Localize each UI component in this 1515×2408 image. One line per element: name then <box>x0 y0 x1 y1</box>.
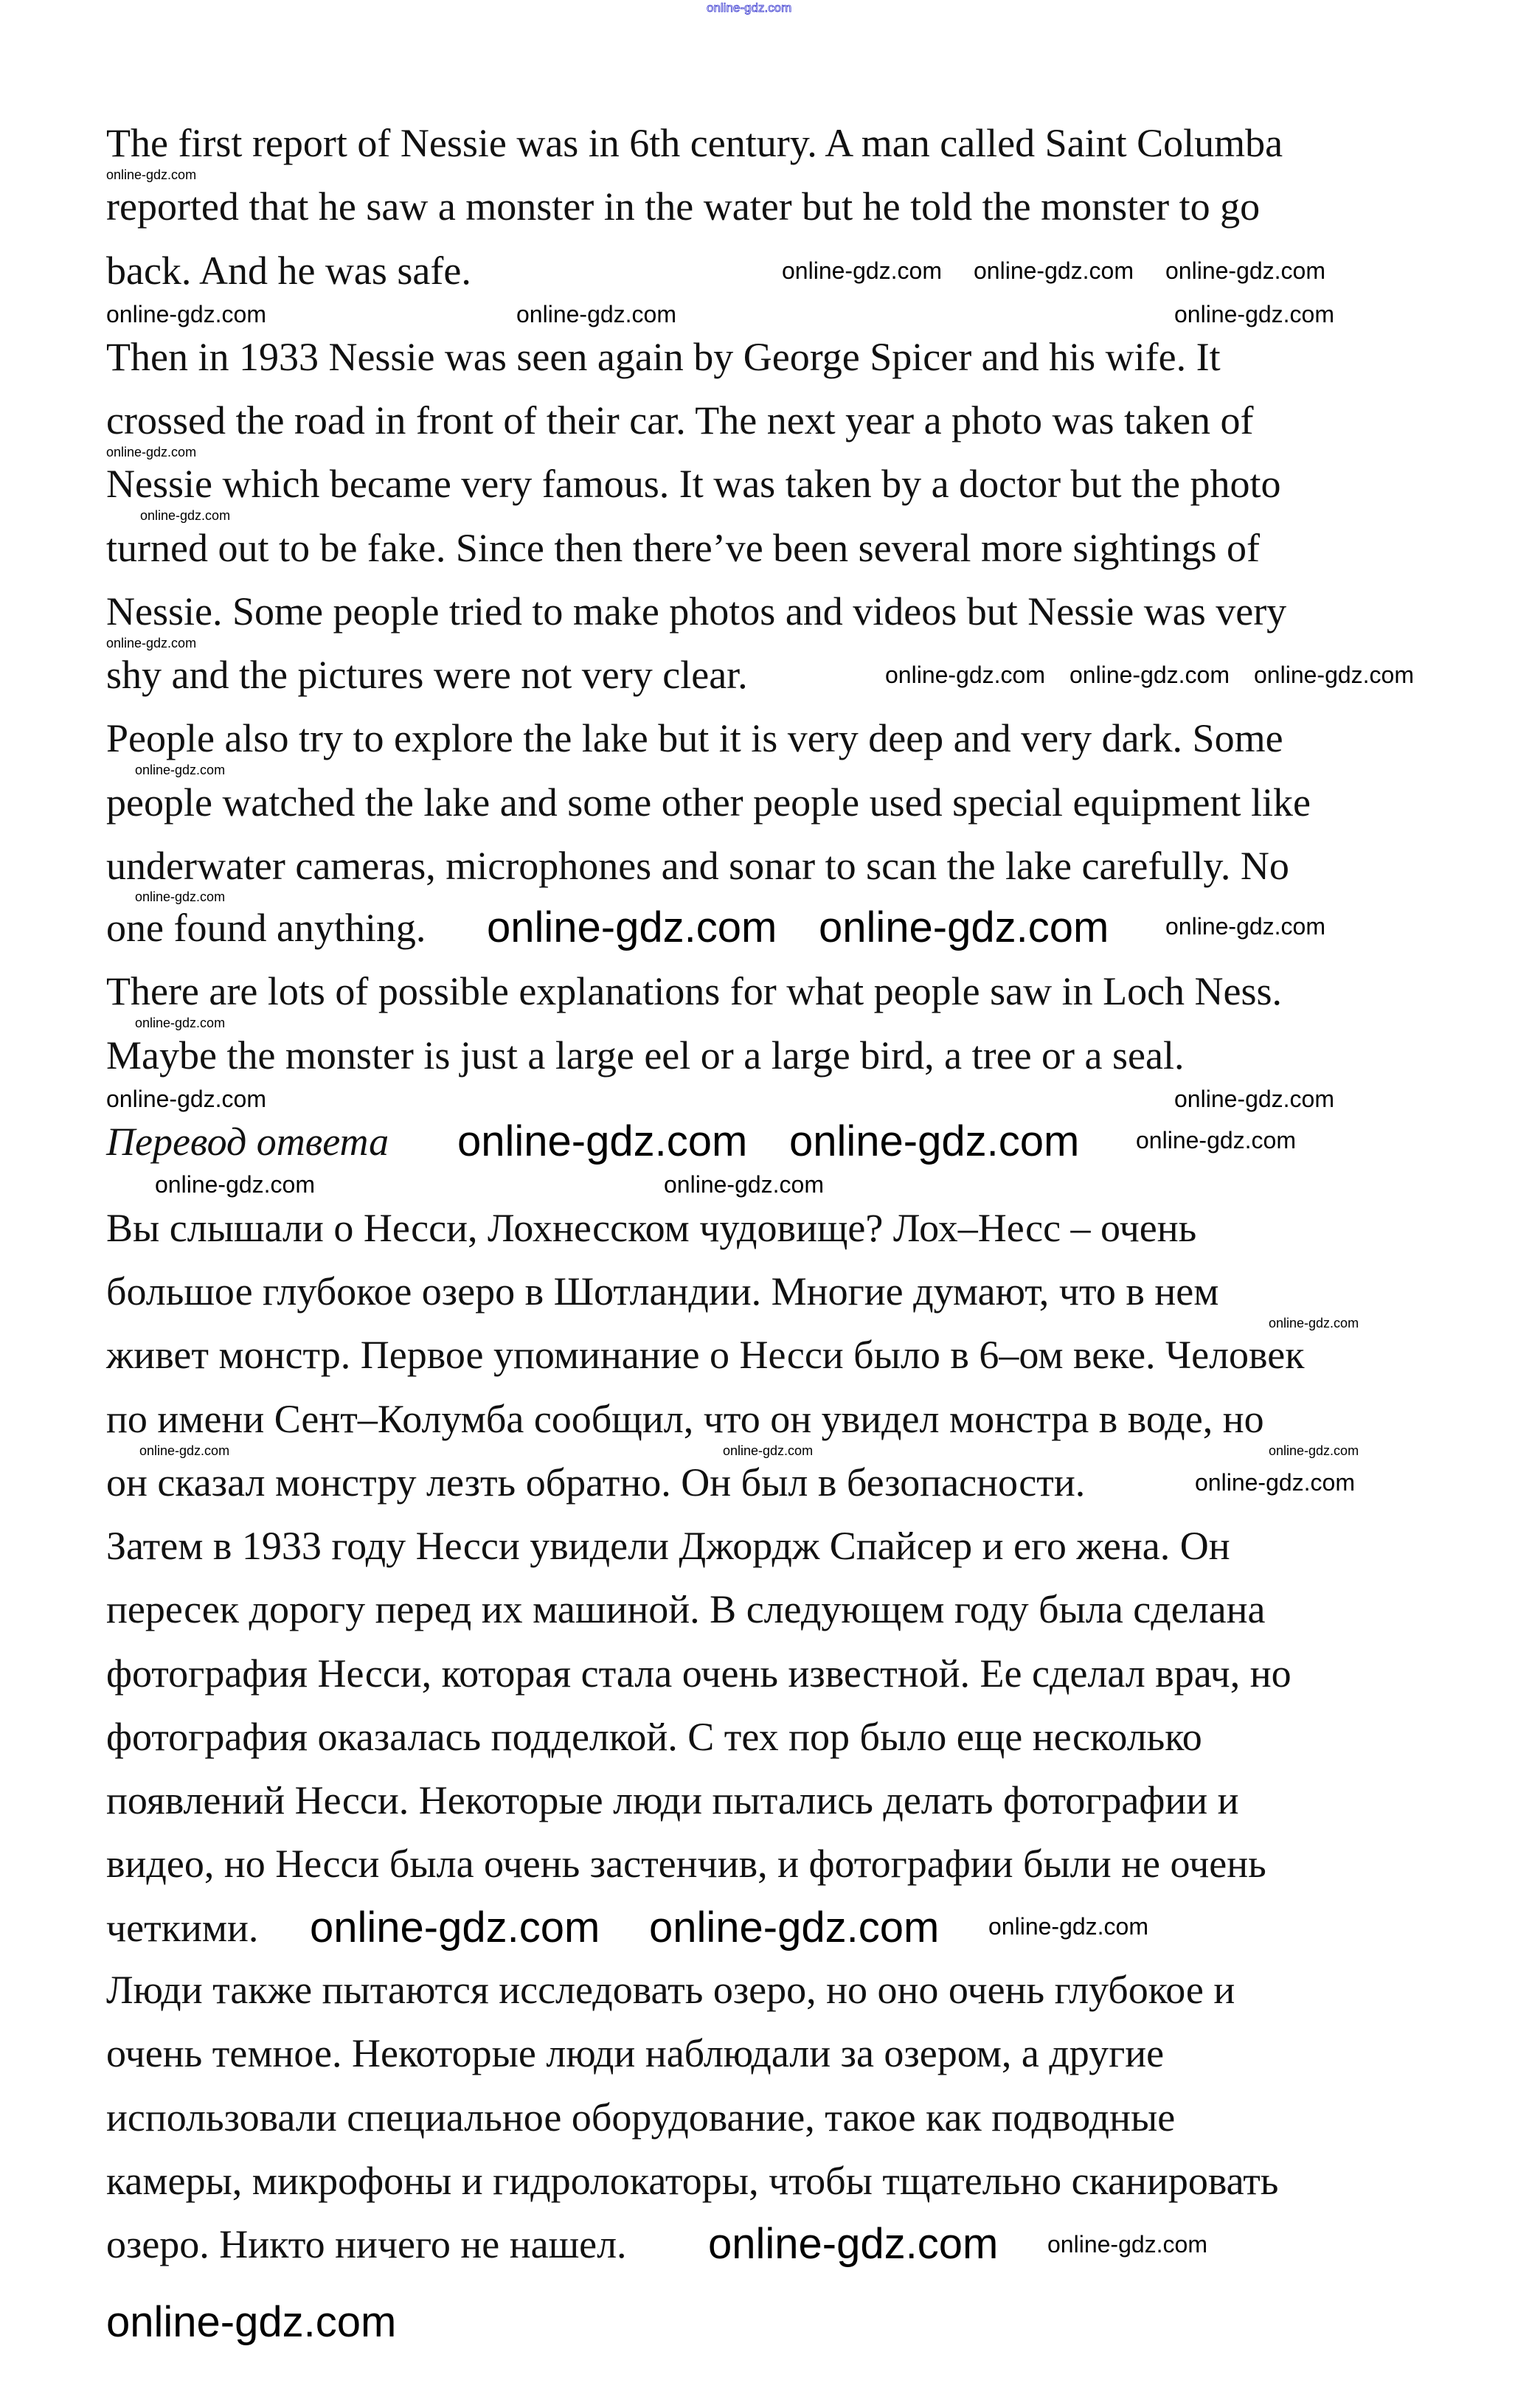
watermark: online-gdz.com <box>988 1913 1148 1940</box>
text-line: back. And he was safe. <box>106 249 471 293</box>
watermark: online-gdz.com <box>106 2298 397 2346</box>
watermark: online-gdz.com <box>1069 662 1230 688</box>
watermark: online-gdz.com <box>1269 1316 1359 1330</box>
watermark: online-gdz.com <box>106 1086 266 1112</box>
watermark: online-gdz.com <box>1269 1443 1359 1458</box>
text-line: Then in 1933 Nessie was seen again by George Spicer and his wife. It <box>106 335 1221 379</box>
watermark: online-gdz.com <box>155 1171 315 1198</box>
watermark: online-gdz.com <box>1136 1127 1296 1153</box>
text-line: озеро. Никто ничего не нашел. <box>106 2222 627 2266</box>
text-line: Вы слышали о Несси, Лохнесском чудовище? Лох–Несс – очень <box>106 1206 1197 1250</box>
watermark: online-gdz.com <box>782 257 942 284</box>
watermark: online-gdz.com <box>310 1904 600 1951</box>
watermark: online-gdz.com <box>106 445 197 459</box>
text-line: Затем в 1933 году Несси увидели Джордж Спайсер и его жена. Он <box>106 1524 1230 1568</box>
text-line: Люди также пытаются исследовать озеро, но оно очень глубокое и <box>106 1968 1235 2012</box>
watermark: online-gdz.com <box>723 1443 814 1458</box>
text-line: reported that he saw a monster in the water but he told the monster to go <box>106 184 1261 229</box>
text-line: Nessie which became very famous. It was taken by a doctor but the photo <box>106 462 1281 506</box>
watermark: online-gdz.com <box>139 1443 230 1458</box>
translation-heading: Перевод ответа <box>106 1120 389 1164</box>
text-line: shy and the pictures were not very clear. <box>106 653 748 697</box>
watermark: online-gdz.com <box>1174 301 1334 327</box>
text-line: пересек дорогу перед их машиной. В следующем году была сделана <box>106 1587 1266 1631</box>
watermark: online-gdz.com <box>789 1117 1080 1165</box>
text-line: underwater cameras, microphones and sonar to scan the lake carefully. No <box>106 844 1289 888</box>
text-line: видео, но Несси была очень застенчив, и фотографии были не очень <box>106 1842 1266 1886</box>
text-line: Nessie. Some people tried to make photos and videos but Nessie was very <box>106 589 1287 634</box>
watermark: online-gdz.com <box>649 1904 940 1951</box>
watermark: online-gdz.com <box>974 257 1134 284</box>
text-line: живет монстр. Первое упоминание о Несси было в 6–ом веке. Человек <box>106 1333 1305 1377</box>
text-line: камеры, микрофоны и гидролокаторы, чтобы тщательно сканировать <box>106 2159 1279 2203</box>
text-line: появлений Несси. Некоторые люди пытались делать фотографии и <box>106 1778 1239 1822</box>
watermark: online-gdz.com <box>1165 257 1325 284</box>
text-line: There are lots of possible explanations for what people saw in Loch Ness. <box>106 969 1283 1013</box>
watermark: online-gdz.com <box>1165 913 1325 940</box>
watermark: online-gdz.com <box>106 636 197 650</box>
watermark: online-gdz.com <box>885 662 1045 688</box>
text-line: People also try to explore the lake but it is very deep and very dark. Some <box>106 716 1283 760</box>
text-line: использовали специальное оборудование, такое как подводные <box>106 2095 1176 2140</box>
watermark: online-gdz.com <box>135 889 226 904</box>
text-line: он сказал монстру лезть обратно. Он был в безопасности. <box>106 1460 1086 1505</box>
text-line: фотография оказалась подделкой. С тех пор было еще несколько <box>106 1715 1202 1759</box>
text-line: по имени Сент–Колумба сообщил, что он увидел монстра в воде, но <box>106 1397 1264 1441</box>
watermark: online-gdz.com <box>708 2220 999 2268</box>
text-line: crossed the road in front of their car. The next year a photo was taken of <box>106 398 1254 443</box>
text-line: Maybe the monster is just a large eel or a large bird, a tree or a seal. <box>106 1033 1185 1078</box>
watermark: online-gdz.com <box>664 1171 824 1198</box>
watermark: online-gdz.com <box>106 167 197 182</box>
watermark: online-gdz.com <box>457 1117 748 1165</box>
watermark: online-gdz.com <box>106 301 266 327</box>
text-line: The first report of Nessie was in 6th century. A man called Saint Columba <box>106 121 1283 165</box>
watermark: online-gdz.com <box>135 763 226 777</box>
watermark: online-gdz.com <box>819 903 1109 951</box>
watermark: online-gdz.com <box>1254 662 1414 688</box>
watermark: online-gdz.com <box>1195 1469 1355 1496</box>
text-line: one found anything. <box>106 906 426 950</box>
watermark: online-gdz.com <box>140 508 231 523</box>
text-line: очень темное. Некоторые люди наблюдали за озером, а другие <box>106 2031 1165 2075</box>
watermark: online-gdz.com <box>135 1016 226 1030</box>
text-line: большое глубокое озеро в Шотландии. Многие думают, что в нем <box>106 1269 1219 1314</box>
watermark: online-gdz.com <box>487 903 777 951</box>
watermark: online-gdz.com <box>516 301 676 327</box>
text-line: фотография Несси, которая стала очень известной. Ее сделал врач, но <box>106 1651 1292 1696</box>
watermark: online-gdz.com <box>1174 1086 1334 1112</box>
watermark: online-gdz.com <box>1047 2231 1207 2258</box>
top-watermark: online-gdz.com <box>707 1 792 15</box>
text-line: people watched the lake and some other people used special equipment like <box>106 780 1311 825</box>
text-line: turned out to be fake. Since then there’ve been several more sightings of <box>106 526 1260 570</box>
text-line: четкими. <box>106 1906 259 1950</box>
